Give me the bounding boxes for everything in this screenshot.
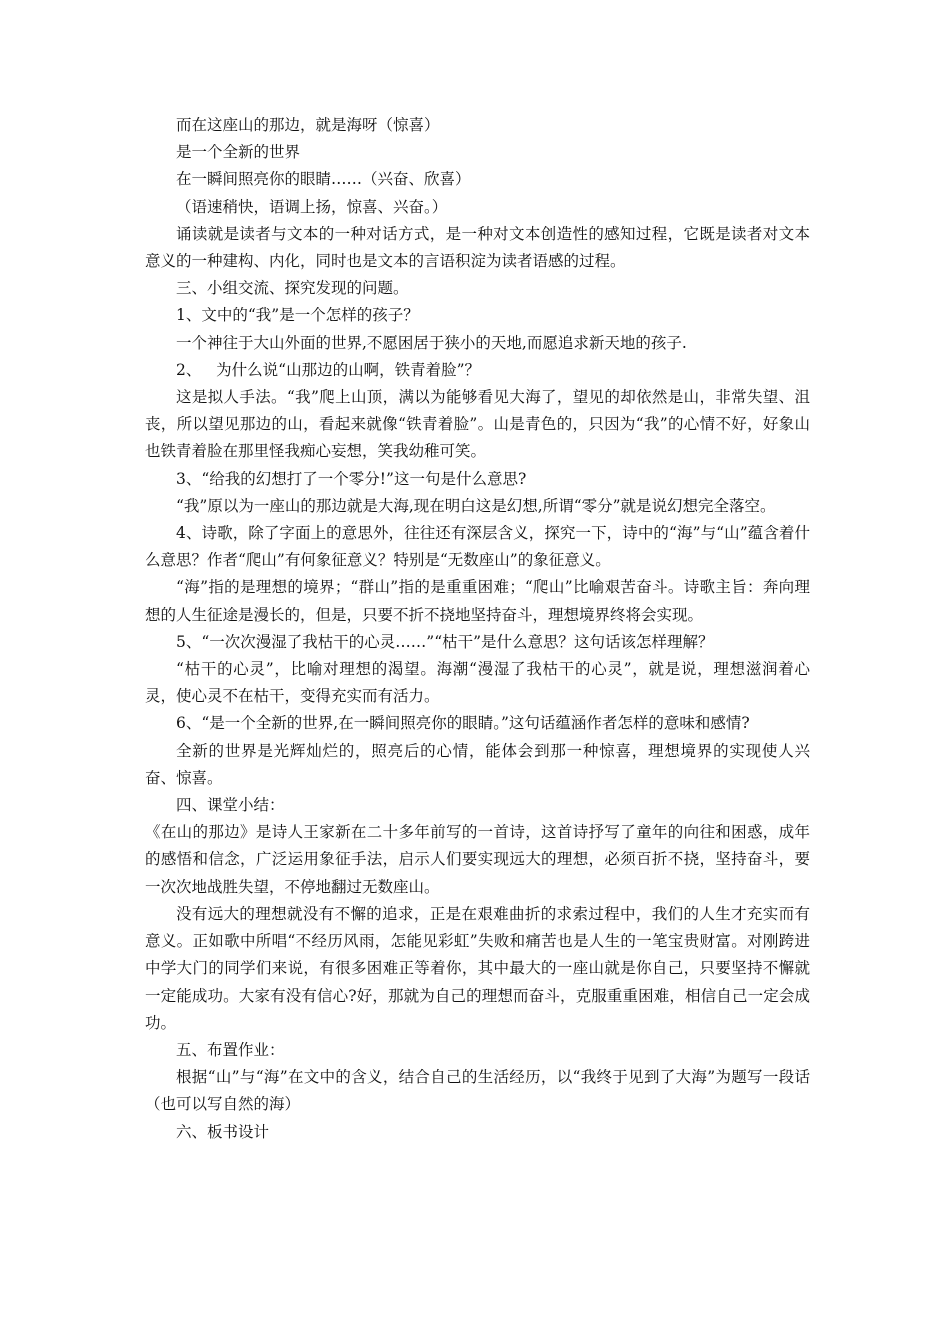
section-4-heading: 四、课堂小结： xyxy=(176,796,285,815)
summary-paragraph-1: 《在山的那边》是诗人王家新在二十多年前写的一首诗，这首诗抒写了童年的向往和困惑，成年的感悟和信念，广泛运用象征手法，启示人们要实现远大的理想，必须百折不挠，坚持奋斗，要一次次地战胜失望，不停地翻过无数座山。 xyxy=(145,823,810,896)
homework-paragraph: 根据“山”与“海”在文中的含义，结合自己的生活经历，以“我终于见到了大海”为题写一段话（也可以写自然的海） xyxy=(145,1068,810,1114)
summary-paragraph-2: 没有远大的理想就没有不懈的追求，正是在艰难曲折的求索过程中，我们的人生才充实而有意义。正如歌中所唱“不经历风雨，怎能见彩虹”失败和痛苦也是人生的一笔宝贵财富。对刚跨进中学大门的同学们来说，有很多困难正等着你，其中最大的一座山就是你自己，只要坚持不懈就一定能成功。大家有没有信心?好，那就为自己的理想而奋斗，克服重重困难，相信自己一定会成功。 xyxy=(145,904,810,1032)
answer-3: “我”原以为一座山的那边就是大海,现在明白这是幻想,所谓“零分”就是说幻想完全落空。 xyxy=(176,496,776,515)
question-1: 1、文中的“我”是一个怎样的孩子？ xyxy=(176,306,419,325)
poem-line-1: 而在这座山的那边，就是海呀（惊喜） xyxy=(176,116,440,134)
section-5-heading: 五、布置作业： xyxy=(176,1040,285,1059)
question-3: 3、“给我的幻想打了一个零分!”这一句是什么意思? xyxy=(176,469,527,488)
document-page xyxy=(145,112,810,1146)
reading-definition-paragraph: 诵读就是读者与文本的一种对话方式，是一种对文本创造性的感知过程，它既是读者对文本意义的一种建构、内化，同时也是文本的言语积淀为读者语感的过程。 xyxy=(145,224,810,271)
question-6: 6、“是一个全新的世界,在一瞬间照亮你的眼睛。”这句话蕴涵作者怎样的意味和感情? xyxy=(176,714,750,733)
section-6-heading: 六、板书设计 xyxy=(176,1122,270,1141)
answer-1: 一个神往于大山外面的世界,不愿困居于狭小的天地,而愿追求新天地的孩子. xyxy=(176,333,687,352)
answer-5: “枯干的心灵”，比喻对理想的渴望。海潮“漫湿了我枯干的心灵”，就是说，理想滋润着心灵，使心灵不在枯干，变得充实而有活力。 xyxy=(145,660,810,706)
answer-6: 全新的世界是光辉灿烂的，照亮后的心情，能体会到那一种惊喜，理想境界的实现使人兴奋、惊喜。 xyxy=(145,741,810,787)
answer-2: 这是拟人手法。“我”爬上山顶，满以为能够看见大海了，望见的却依然是山，非常失望、沮丧，所以望见那边的山，看起来就像“铁青着脸”。山是青色的，只因为“我”的心情不好，好象山也铁青着脸在那里怪我痴心妄想，笑我幼稚可笑。 xyxy=(145,388,810,461)
answer-4: “海”指的是理想的境界；“群山”指的是重重困难；“爬山”比喻艰苦奋斗。诗歌主旨：奔向理想的人生征途是漫长的，但是，只要不折不挠地坚持奋斗，理想境界终将会实现。 xyxy=(145,578,810,624)
section-3-heading: 三、小组交流、探究发现的问题。 xyxy=(176,279,409,298)
question-4: 4、诗歌，除了字面上的意思外，往往还有深层含义，探究一下，诗中的“海”与“山”蕴含着什么意思？作者“爬山”有何象征意义？特别是“无数座山”的象征意义。 xyxy=(145,524,810,570)
poem-reading-note: （语速稍快，语调上扬，惊喜、兴奋。） xyxy=(176,197,448,216)
poem-line-2: 是一个全新的世界 xyxy=(176,143,301,162)
question-5: 5、“一次次漫湿了我枯干的心灵……”“枯干”是什么意思？这句话该怎样理解？ xyxy=(176,632,714,651)
poem-line-3: 在一瞬间照亮你的眼睛……（兴奋、欣喜） xyxy=(176,170,471,189)
question-2: 2、 为什么说“山那边的山啊，铁青着脸”？ xyxy=(176,360,480,379)
